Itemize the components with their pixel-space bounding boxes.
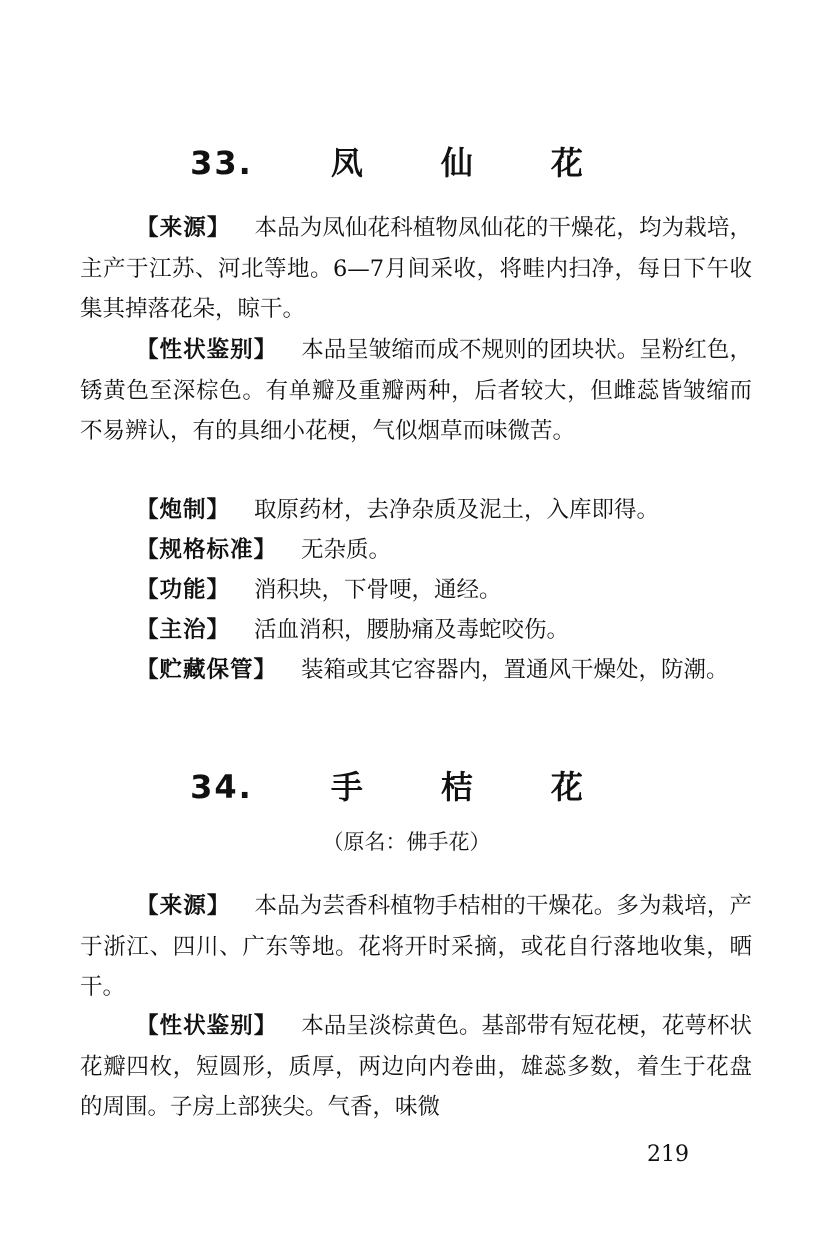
section-label: 【来源】 xyxy=(136,893,231,919)
section-text: 无杂质。 xyxy=(301,537,392,563)
entry-subtitle: （原名：佛手花） xyxy=(322,830,491,854)
entry-title-char: 仙 xyxy=(440,144,475,182)
section-label: 【规格标准】 xyxy=(136,537,278,563)
entry-number: 34. xyxy=(190,768,253,806)
section-label: 【主治】 xyxy=(136,617,231,643)
paragraph-indications xyxy=(80,610,752,651)
paragraph-characteristics xyxy=(80,330,752,452)
section-label: 【贮藏保管】 xyxy=(136,657,278,683)
paragraph-storage xyxy=(80,650,752,691)
entry-title-34 xyxy=(0,762,813,808)
section-text: 本品呈淡棕黄色。基部带有短花梗，花萼杯状花瓣四枚，短圆形，质厚，两边向内卷曲，雄蕊多数，着生于花盘的周围。子房上部狭尖。气香，味微 xyxy=(80,1013,752,1120)
section-text: 消积块，下骨哽，通经。 xyxy=(254,577,502,603)
paragraph-characteristics xyxy=(80,1006,752,1128)
section-text: 本品呈皱缩而成不规则的团块状。呈粉红色，锈黄色至深棕色。有单瓣及重瓣两种，后者较大，但雌蕊皆皱缩而不易辨认，有的具细小花梗，气似烟草而味微苦。 xyxy=(80,337,752,444)
entry-title-char: 手 xyxy=(330,768,365,806)
paragraph-processing xyxy=(80,490,752,531)
entry-title-char: 花 xyxy=(550,144,585,182)
entry-title-33 xyxy=(0,138,813,184)
page-number: 219 xyxy=(647,1142,689,1167)
section-label: 【性状鉴别】 xyxy=(136,337,278,363)
section-text: 本品为凤仙花科植物凤仙花的干燥花，均为栽培，主产于江苏、河北等地。6—7月间采收，将畦内扫净，每日下午收集其掉落花朵，晾干。 xyxy=(80,215,752,322)
entry-number: 33. xyxy=(190,144,253,182)
paragraph-source xyxy=(80,208,752,330)
paragraph-standard xyxy=(80,530,752,571)
section-text: 取原药材，去净杂质及泥土，入库即得。 xyxy=(254,497,660,523)
paragraph-source xyxy=(80,886,752,1008)
paragraph-function xyxy=(80,570,752,611)
section-label: 【功能】 xyxy=(136,577,231,603)
section-text: 装箱或其它容器内，置通风干燥处，防潮。 xyxy=(301,657,729,683)
section-label: 【性状鉴别】 xyxy=(136,1013,278,1039)
entry-title-char: 凤 xyxy=(330,144,365,182)
entry-title-char: 桔 xyxy=(440,768,475,806)
section-label: 【炮制】 xyxy=(136,497,231,523)
section-text: 本品为芸香科植物手桔柑的干燥花。多为栽培，产于浙江、四川、广东等地。花将开时采摘，或花自行落地收集，晒干。 xyxy=(80,893,752,1000)
section-text: 活血消积，腰胁痛及毒蛇咬伤。 xyxy=(254,617,570,643)
entry-title-char: 花 xyxy=(550,768,585,806)
section-label: 【来源】 xyxy=(136,215,231,241)
